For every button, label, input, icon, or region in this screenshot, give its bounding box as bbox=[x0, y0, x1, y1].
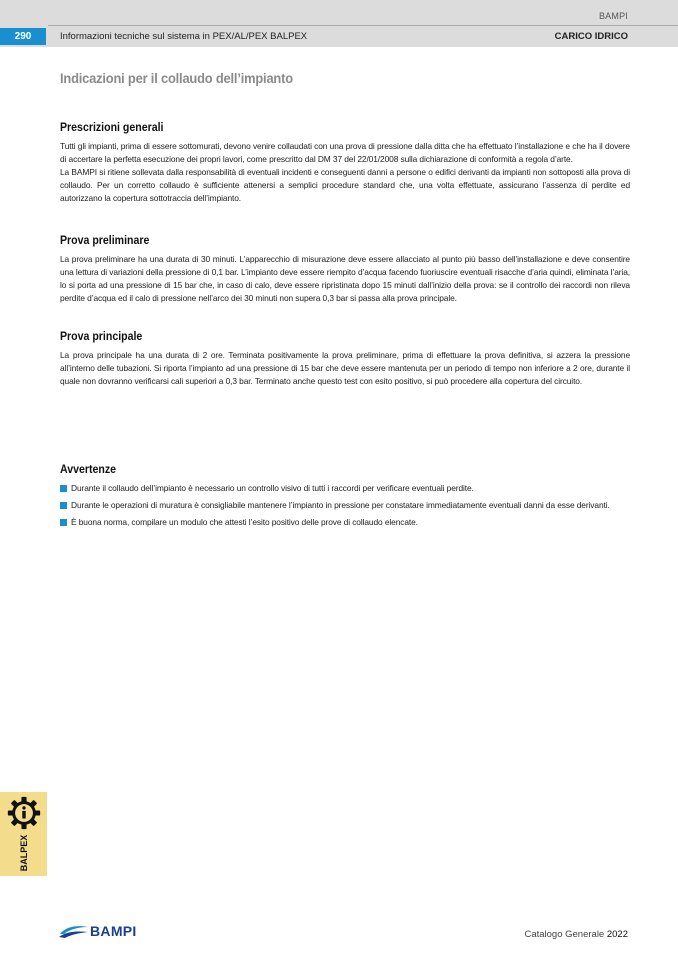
square-bullet-icon bbox=[60, 519, 67, 526]
catalog-label: Catalogo Generale bbox=[524, 929, 605, 940]
bampi-logo bbox=[58, 921, 148, 943]
section-prova-preliminare bbox=[60, 235, 630, 305]
info-gear-icon bbox=[7, 796, 41, 830]
square-bullet-icon bbox=[60, 485, 67, 492]
list-item-text: Durante il collaudo dell’impianto è necessario un controllo visivo di tutti i raccordi per verificare eventuali perdite. bbox=[71, 483, 474, 493]
logo-swoosh-icon bbox=[58, 924, 90, 939]
list-item-text: Durante le operazioni di muratura è consigliabile mantenere l’impianto in pressione per constatare immediatamente eventuali danni da esse derivanti. bbox=[71, 500, 610, 510]
section-paragraph: Tutti gli impianti, prima di essere sottomurati, devono venire collaudati con una prova di pressione dalla ditta che ha effettuato l’installazione e che ha il dovere di accertare la perfetta esecuzione dei propri lavori, come prescritto dal DM 37 del 22/01/2008 sulla dichiarazione di conformità a regola d’arte. bbox=[60, 141, 630, 164]
list-item bbox=[60, 482, 630, 495]
page-title: Indicazioni per il collaudo dell’impianto bbox=[60, 70, 293, 86]
header-title: Informazioni tecniche sul sistema in PEX/AL/PEX BALPEX bbox=[60, 31, 308, 42]
footer-catalog bbox=[524, 929, 628, 940]
list-item bbox=[60, 499, 630, 512]
catalog-year: 2022 bbox=[606, 929, 628, 940]
header-brand: BAMPI bbox=[598, 11, 628, 21]
section-prova-principale bbox=[60, 331, 630, 388]
section-heading: Prescrizioni generali bbox=[60, 122, 164, 134]
section-heading: Avvertenze bbox=[60, 464, 117, 476]
section-paragraph: La prova principale ha una durata di 2 ore. Terminata positivamente la prova preliminare, prima di effettuare la prova definitiva, si azzera la pressione all’interno delle tubazioni. Si riporta l’impianto ad una pressione di 15 bar che deve essere mantenuta per un periodo di tempo non inferiore a 2 ore, durante il quale non dovranno verificarsi cali superiori a 0,3 bar. Terminato anche questo test con esito positivo, si può procedere alla copertura del circuito. bbox=[60, 350, 630, 386]
section-paragraph: La BAMPI si ritiene sollevata dalla responsabilità di eventuali incidenti e conseguenti danni a persone o edifici derivanti da impianti non sottoposti alla prova di collaudo. Per un corretto collaudo è sufficiente attenersi a semplici procedure standard che, una volta effettuate, assicurano l’assenza di perdite ed autorizzano la copertura sottotraccia dell’impianto. bbox=[60, 167, 630, 203]
header-section-label: CARICO IDRICO bbox=[554, 31, 628, 42]
section-paragraph: La prova preliminare ha una durata di 30 minuti. L’apparecchio di misurazione deve essere allacciato al punto più basso dell’installazione e deve consentire una lettura di variazioni della pressione di 0,1 bar. L’impianto deve essere riempito d’acqua facendo fuoriuscire eventuali risacche d’aria quindi, eliminata l’aria, lo si porta ad una pressione di 15 bar che, in caso di calo, deve essere ripristinata dopo 15 minuti dall’inizio della prova: se il controllo dei raccordi non rileva perdite d’acqua ed il calo di pressione nell’arco dei 30 minuti non supera 0,3 bar si passa alla prova principale. bbox=[60, 254, 630, 303]
warnings-list bbox=[60, 482, 630, 529]
page-number-badge: 290 bbox=[0, 28, 46, 45]
list-item bbox=[60, 516, 630, 529]
section-prescrizioni-generali bbox=[60, 122, 630, 205]
section-heading: Prova preliminare bbox=[60, 235, 150, 247]
section-heading: Prova principale bbox=[60, 331, 143, 343]
side-tab-label: BALPEX bbox=[19, 834, 29, 872]
header-divider bbox=[48, 25, 678, 26]
section-avvertenze bbox=[60, 464, 630, 533]
logo-text: BAMPI bbox=[90, 923, 137, 939]
list-item-text: È buona norma, compilare un modulo che attesti l’esito positivo delle prove di collaudo elencate. bbox=[71, 517, 418, 527]
square-bullet-icon bbox=[60, 502, 67, 509]
